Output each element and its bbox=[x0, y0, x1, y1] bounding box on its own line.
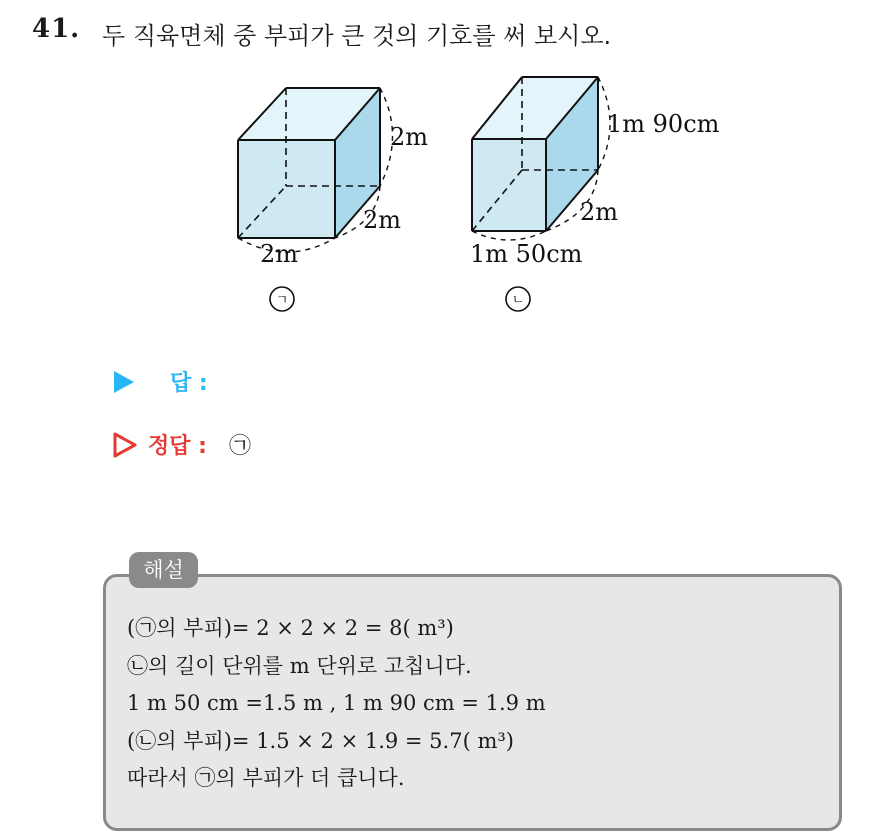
question-text: 두 직육면체 중 부피가 큰 것의 기호를 써 보시오. bbox=[102, 22, 612, 50]
cuboid-a-symbol: ㄱ bbox=[275, 293, 289, 308]
explanation-line: ㉡의 길이 단위를 m 단위로 고칩니다. bbox=[127, 653, 472, 678]
explanation-tab: 해설 bbox=[129, 552, 198, 588]
explanation-lines bbox=[127, 610, 827, 798]
cuboid-a-depth-label: 2m bbox=[363, 206, 402, 234]
cuboids-figure bbox=[0, 0, 884, 340]
play-triangle-icon bbox=[112, 369, 136, 395]
explanation-line: (㉡의 부피)= 1.5 × 2 × 1.9 = 5.7( m³) bbox=[127, 728, 514, 753]
answer-label: 답 : bbox=[170, 371, 208, 396]
question-number: 41. bbox=[32, 14, 81, 44]
correct-answer-value: ㉠ bbox=[228, 434, 251, 459]
cuboid-b-symbol: ㄴ bbox=[511, 293, 525, 308]
outline-triangle-icon bbox=[112, 431, 138, 459]
correct-answer-label: 정답 : bbox=[148, 434, 207, 459]
answer-row bbox=[112, 366, 230, 397]
cuboid-b-depth-label: 2m bbox=[580, 198, 619, 226]
explanation-line: 1 m 50 cm =1.5 m , 1 m 90 cm = 1.9 m bbox=[127, 691, 546, 715]
explanation-line: 따라서 ㉠의 부피가 더 큽니다. bbox=[127, 766, 405, 790]
cuboid-b-width-label: 1m 50cm bbox=[470, 240, 583, 268]
correct-answer-row bbox=[112, 429, 251, 460]
cuboid-a-width-label: 2m bbox=[260, 240, 299, 268]
cuboid-a-height-label: 2m bbox=[390, 123, 429, 151]
explanation-line: (㉠의 부피)= 2 × 2 × 2 = 8( m³) bbox=[127, 616, 454, 640]
cuboid-b-height-label: 1m 90cm bbox=[607, 110, 720, 138]
